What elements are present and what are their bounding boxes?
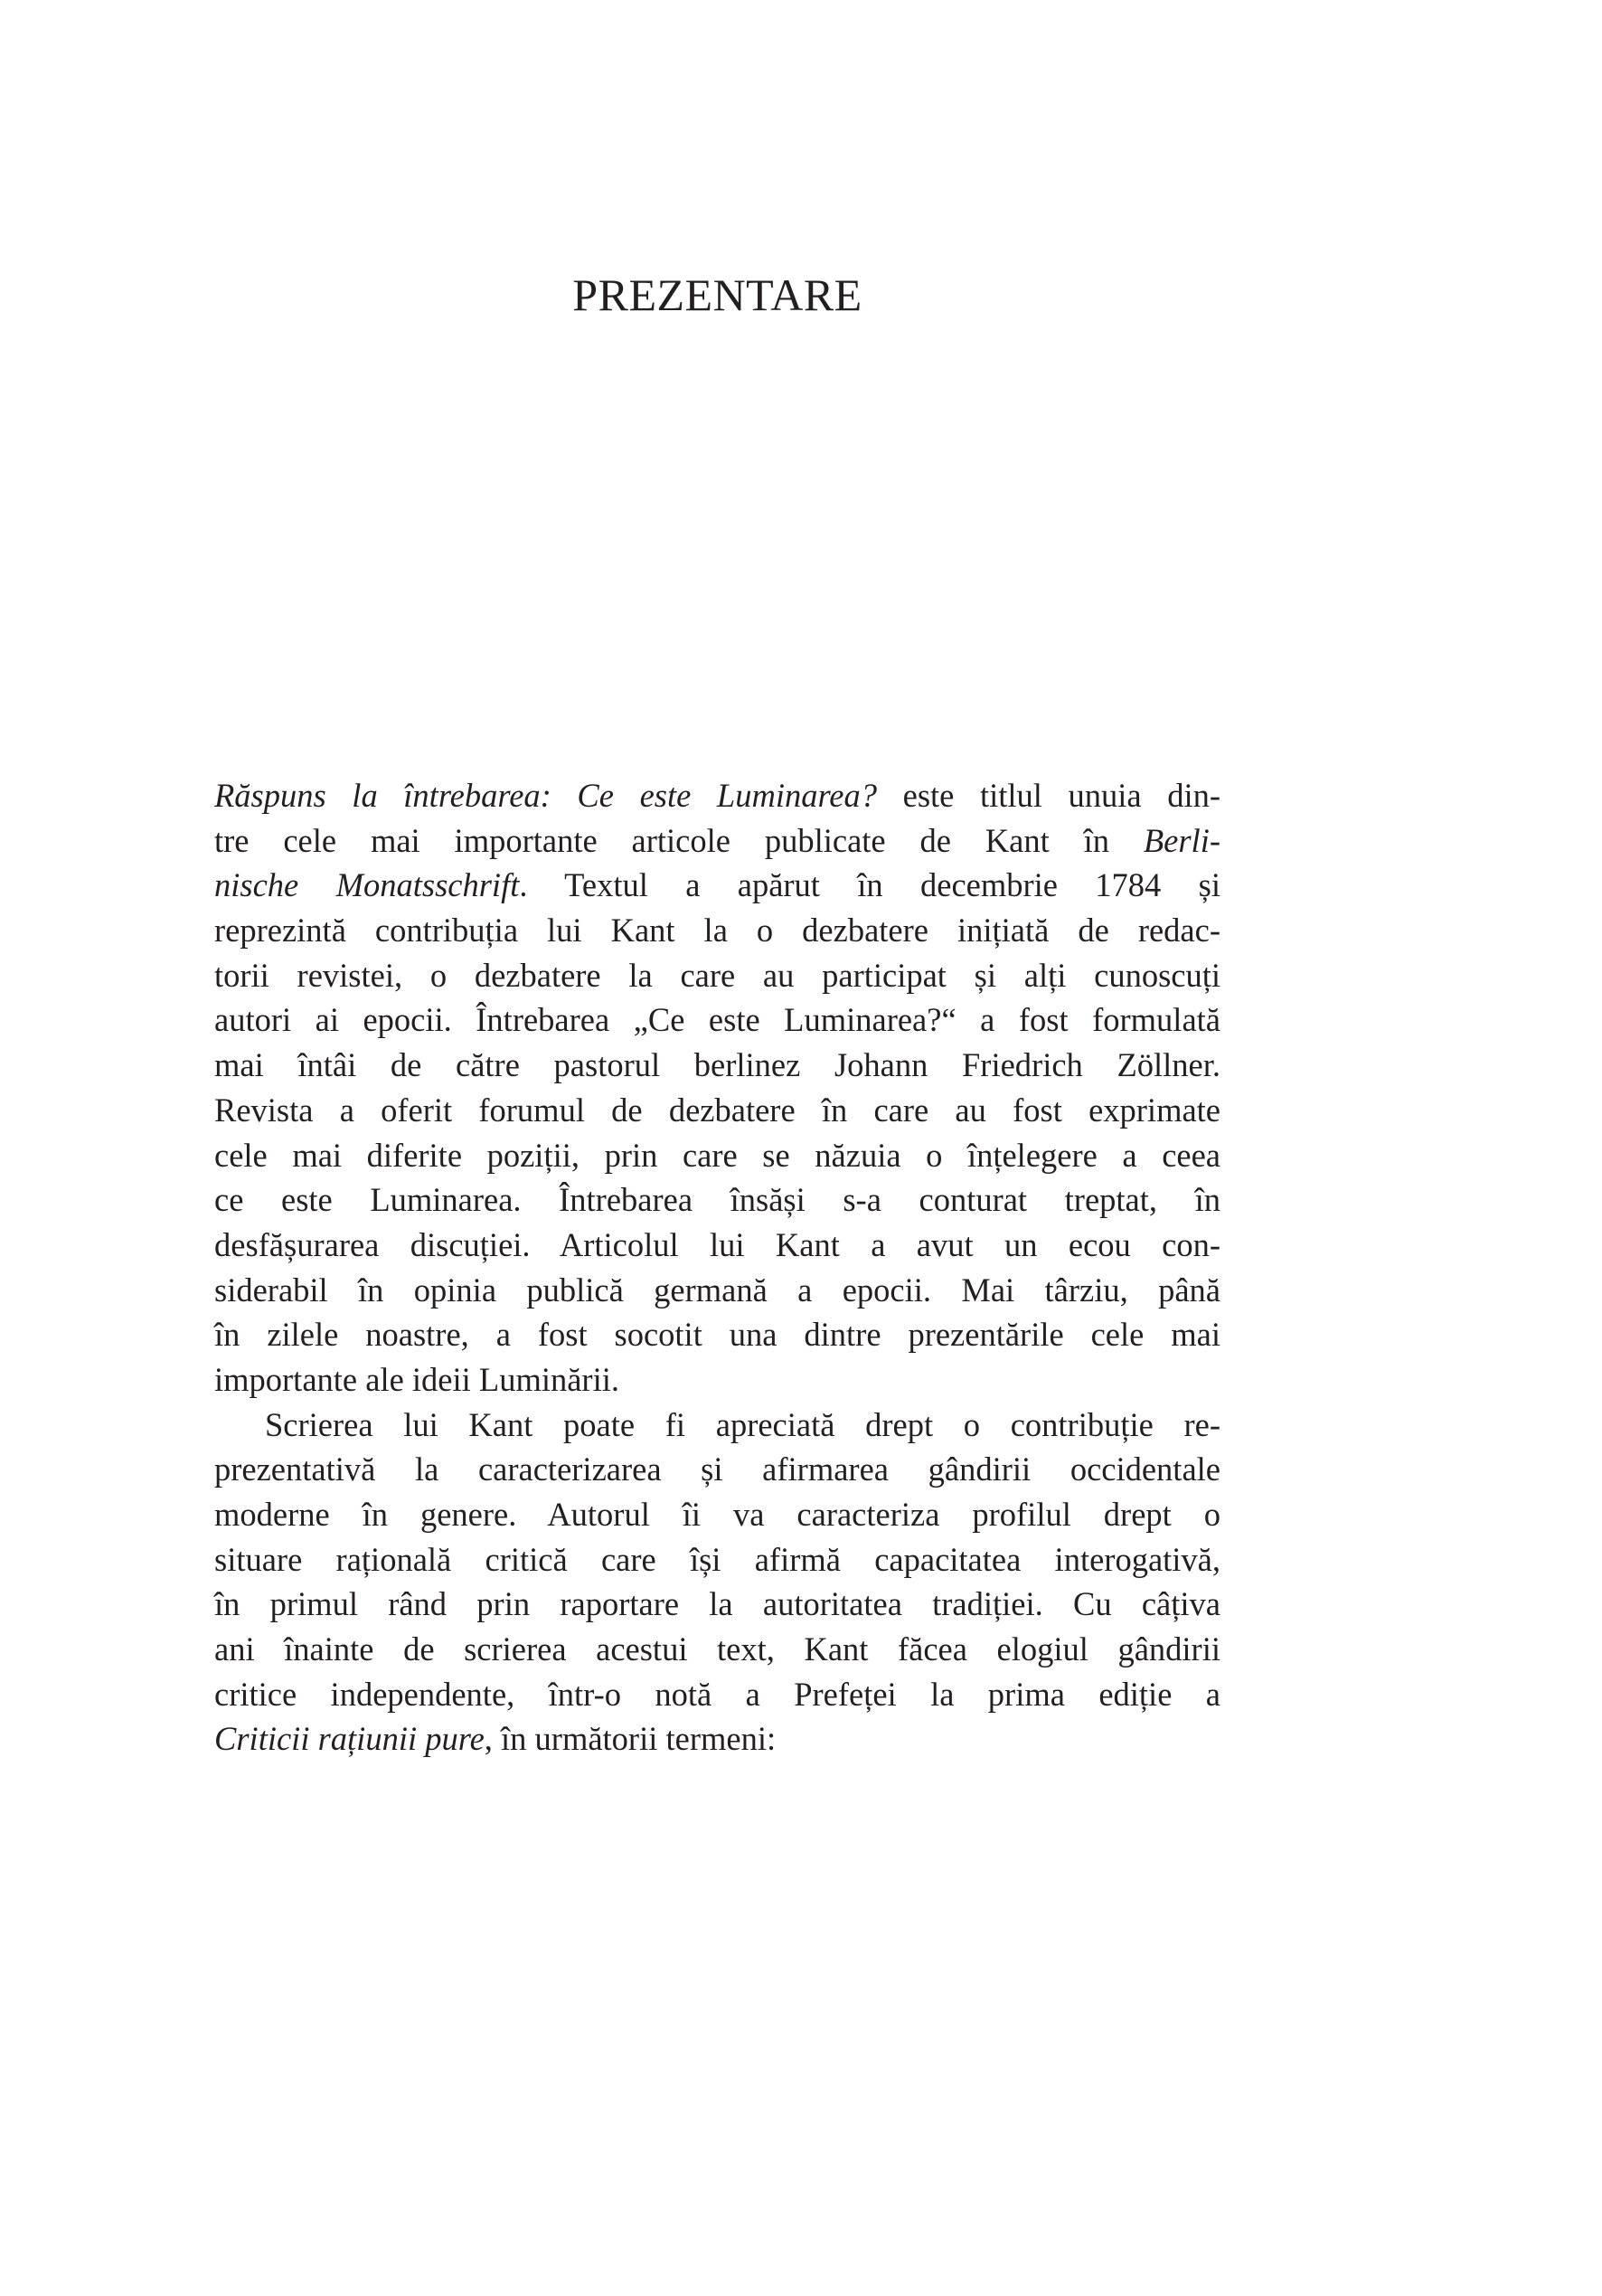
text-line	[214, 953, 1220, 998]
text-segment: . Textul a apărut în decembrie 1784 și	[519, 866, 1220, 904]
text-segment: în zilele noastre, a fost socotit una dintre prezentările cele mai	[214, 1316, 1220, 1354]
text-segment: reprezintă contribuția lui Kant la o dezbatere inițiată de redac-	[214, 912, 1220, 950]
text-line	[214, 1672, 1220, 1717]
text-line	[214, 1716, 1220, 1762]
text-line	[214, 1357, 1220, 1403]
italic-title-text: Berli-	[1143, 821, 1220, 859]
text-segment: prezentativă la caracterizarea și afirmarea gândirii occidentale	[214, 1450, 1220, 1488]
text-line	[214, 1043, 1220, 1088]
paragraph	[214, 1403, 1220, 1762]
text-segment: în primul rând prin raportare la autoritatea tradiției. Cu câțiva	[214, 1585, 1220, 1623]
text-segment: ce este Luminarea. Întrebarea însăși s-a conturat treptat, în	[214, 1181, 1220, 1219]
text-segment: torii revistei, o dezbatere la care au participat și alți cunoscuți	[214, 956, 1220, 994]
text-line	[214, 1088, 1220, 1133]
text-line	[214, 863, 1220, 908]
text-line	[214, 1177, 1220, 1223]
text-segment: situare rațională critică care își afirmă capacitatea interogativă,	[214, 1540, 1220, 1578]
text-line	[214, 1492, 1220, 1537]
text-line	[214, 1312, 1220, 1357]
text-segment: Scrierea lui Kant poate fi apreciată drept o contribuție re-	[265, 1405, 1220, 1443]
page-title: PREZENTARE	[572, 269, 862, 320]
text-segment: critice independente, într-o notă a Prefeței la prima ediție a	[214, 1675, 1220, 1713]
text-segment: tre cele mai importante articole publicate de Kant în	[214, 821, 1144, 859]
text-segment: moderne în genere. Autorul îi va caracteriza profilul drept o	[214, 1496, 1220, 1533]
text-segment: importante ale ideii Luminării.	[214, 1360, 619, 1398]
text-segment: este titlul unuia din-	[877, 777, 1220, 814]
text-segment: autori ai epocii. Întrebarea „Ce este Luminarea?“ a fost formulată	[214, 1001, 1220, 1039]
text-line	[214, 1133, 1220, 1178]
text-segment: , în următorii termeni:	[484, 1720, 777, 1758]
text-segment: siderabil în opinia publică germană a epocii. Mai târziu, până	[214, 1271, 1220, 1309]
text-line	[214, 818, 1220, 864]
text-segment: ani înainte de scrierea acestui text, Kant făcea elogiul gândirii	[214, 1630, 1220, 1668]
text-line	[214, 1627, 1220, 1672]
italic-title-text: Criticii rațiunii pure	[214, 1720, 485, 1758]
text-segment: Revista a oferit forumul de dezbatere în care au fost exprimate	[214, 1091, 1220, 1129]
text-line	[214, 908, 1220, 953]
text-line	[214, 1223, 1220, 1268]
text-line	[214, 773, 1220, 818]
text-line	[214, 1537, 1220, 1583]
text-line	[214, 1268, 1220, 1313]
text-segment: desfășurarea discuției. Articolul lui Kant a avut un ecou con-	[214, 1225, 1220, 1263]
text-line	[214, 997, 1220, 1043]
text-segment: cele mai diferite poziții, prin care se năzuia o înțelegere a ceea	[214, 1136, 1220, 1174]
paragraph	[214, 773, 1220, 1403]
text-line	[214, 1447, 1220, 1492]
italic-title-text: nische Monatsschrift	[214, 866, 520, 904]
text-line	[214, 1403, 1220, 1448]
body-text	[214, 773, 1220, 1762]
text-segment: mai întâi de către pastorul berlinez Johann Friedrich Zöllner.	[214, 1046, 1220, 1084]
text-line	[214, 1582, 1220, 1627]
italic-title-text: Răspuns la întrebarea: Ce este Luminarea?	[214, 777, 878, 814]
